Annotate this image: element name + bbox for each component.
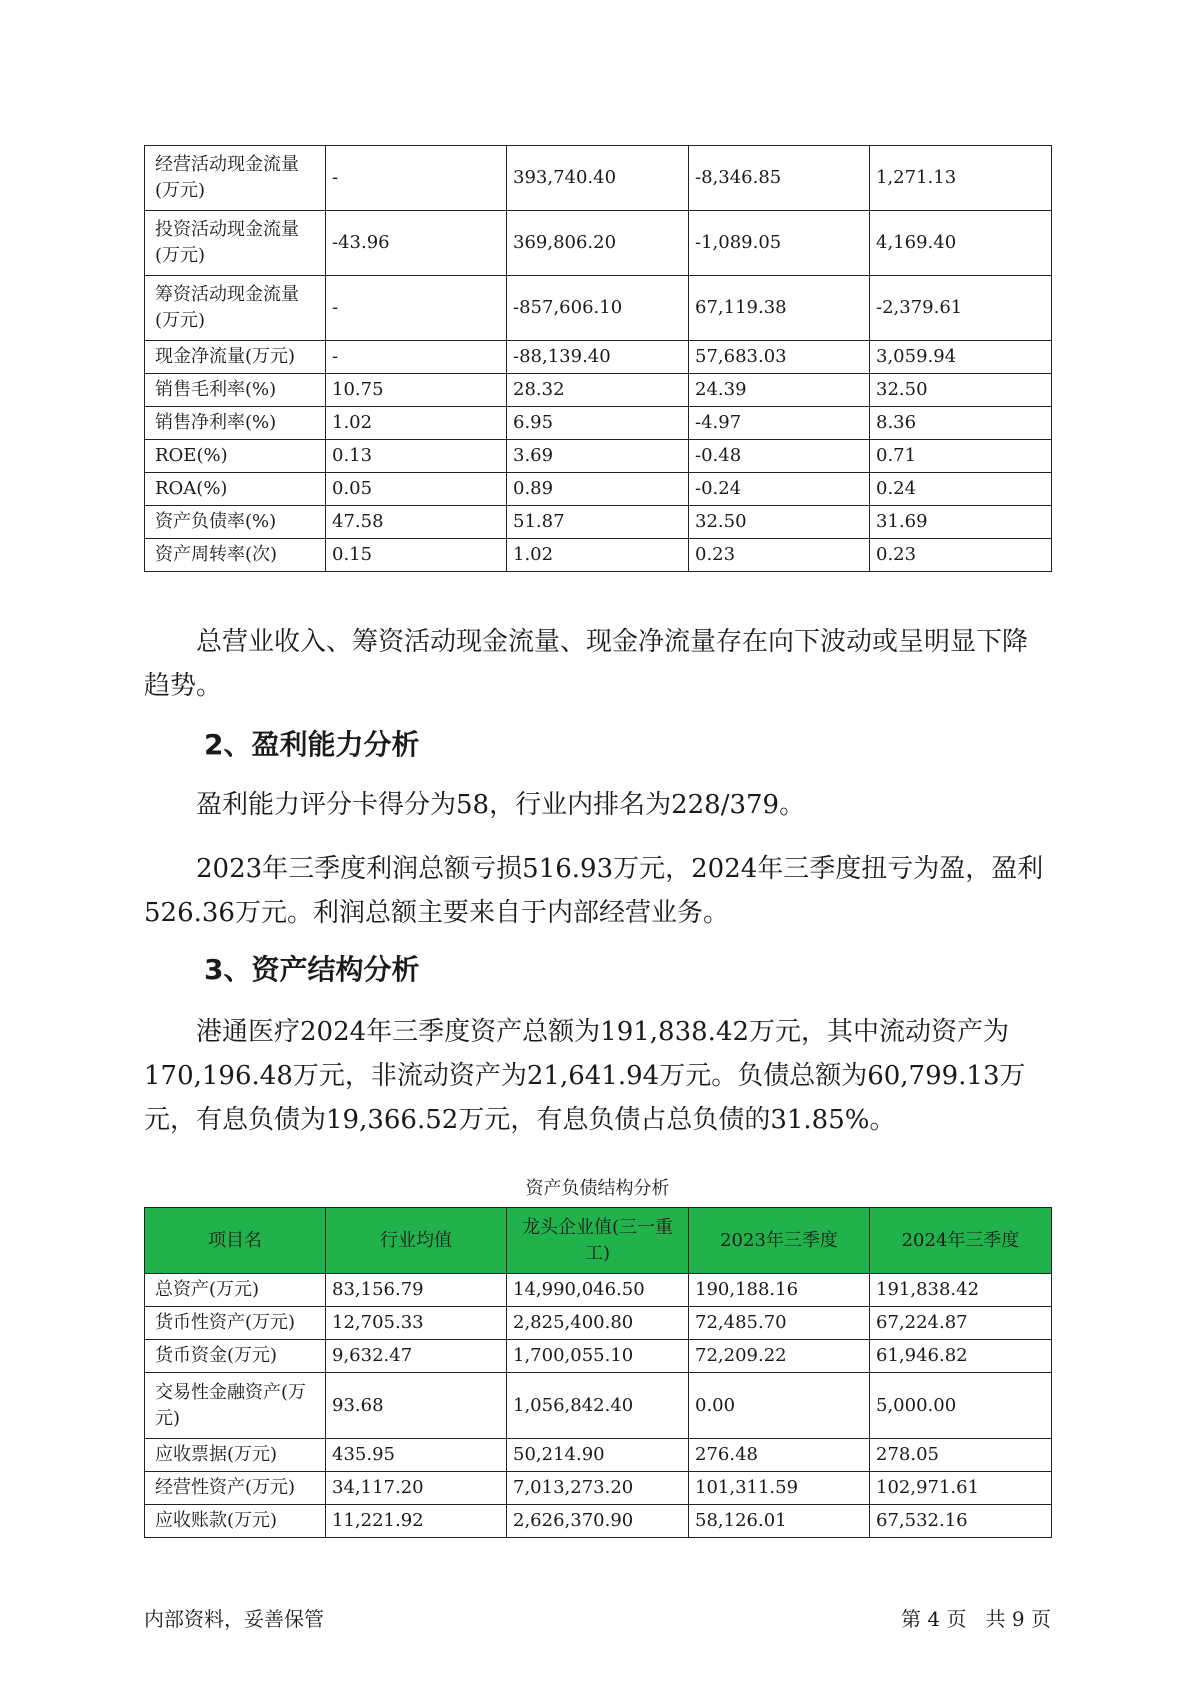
table-cell: 12,705.33 bbox=[326, 1307, 507, 1340]
table-cell: 11,221.92 bbox=[326, 1505, 507, 1538]
table-cell: 2,626,370.90 bbox=[507, 1505, 689, 1538]
table-cell: 3.69 bbox=[507, 440, 689, 473]
table-cell: 393,740.40 bbox=[507, 146, 689, 211]
table-cell: 1,271.13 bbox=[870, 146, 1052, 211]
table-cell: 278.05 bbox=[870, 1439, 1052, 1472]
table-cell: 5,000.00 bbox=[870, 1373, 1052, 1439]
row-label: 资产周转率(次) bbox=[145, 539, 326, 572]
table-cell: 83,156.79 bbox=[326, 1274, 507, 1307]
table-cell: 276.48 bbox=[689, 1439, 870, 1472]
table-cell: -857,606.10 bbox=[507, 276, 689, 341]
table-cell: 58,126.01 bbox=[689, 1505, 870, 1538]
table-cell: 0.00 bbox=[689, 1373, 870, 1439]
table-row bbox=[145, 506, 1052, 539]
table-row bbox=[145, 1307, 1052, 1340]
table-cell: - bbox=[326, 146, 507, 211]
table-row bbox=[145, 1472, 1052, 1505]
column-header: 项目名 bbox=[145, 1208, 326, 1274]
column-header: 龙头企业值(三一重工) bbox=[507, 1208, 689, 1274]
table-cell: 101,311.59 bbox=[689, 1472, 870, 1505]
table-caption: 资产负债结构分析 bbox=[525, 1178, 670, 1199]
table-row bbox=[145, 341, 1052, 374]
table-cell: 7,013,273.20 bbox=[507, 1472, 689, 1505]
row-label: 经营活动现金流量(万元) bbox=[145, 146, 326, 211]
balance-structure-table bbox=[144, 1207, 1052, 1538]
table-cell: 0.24 bbox=[870, 473, 1052, 506]
table-row bbox=[145, 146, 1052, 211]
table-cell: 9,632.47 bbox=[326, 1340, 507, 1373]
table-cell: 57,683.03 bbox=[689, 341, 870, 374]
table-cell: 28.32 bbox=[507, 374, 689, 407]
row-label: 交易性金融资产(万元) bbox=[145, 1373, 326, 1439]
profit-detail-paragraph: 2023年三季度利润总额亏损516.93万元，2024年三季度扭亏为盈，盈利526.36万元。利润总额主要来自于内部经营业务。 bbox=[144, 854, 1044, 928]
table-row bbox=[145, 211, 1052, 276]
table-row bbox=[145, 1373, 1052, 1439]
table-cell: -88,139.40 bbox=[507, 341, 689, 374]
table-row bbox=[145, 276, 1052, 341]
table-row bbox=[145, 407, 1052, 440]
column-header: 2023年三季度 bbox=[689, 1208, 870, 1274]
row-label: 应收票据(万元) bbox=[145, 1439, 326, 1472]
column-header: 行业均值 bbox=[326, 1208, 507, 1274]
table-row bbox=[145, 539, 1052, 572]
table-cell: 32.50 bbox=[689, 506, 870, 539]
table-row bbox=[145, 440, 1052, 473]
row-label: ROA(%) bbox=[145, 473, 326, 506]
table-cell: 1,700,055.10 bbox=[507, 1340, 689, 1373]
table-cell: 435.95 bbox=[326, 1439, 507, 1472]
table-cell: 50,214.90 bbox=[507, 1439, 689, 1472]
profit-score-paragraph: 盈利能力评分卡得分为58，行业内排名为228/379。 bbox=[196, 790, 806, 820]
row-label: 现金净流量(万元) bbox=[145, 341, 326, 374]
trend-paragraph: 总营业收入、筹资活动现金流量、现金净流量存在向下波动或呈明显下降趋势。 bbox=[144, 627, 1029, 701]
table-cell: 24.39 bbox=[689, 374, 870, 407]
table-cell: 10.75 bbox=[326, 374, 507, 407]
table-row bbox=[145, 1274, 1052, 1307]
table-cell: 8.36 bbox=[870, 407, 1052, 440]
table-cell: 1.02 bbox=[326, 407, 507, 440]
table-cell: 51.87 bbox=[507, 506, 689, 539]
table-cell: 67,224.87 bbox=[870, 1307, 1052, 1340]
section-heading-asset-structure: 3、资产结构分析 bbox=[204, 953, 420, 986]
table-cell: - bbox=[326, 276, 507, 341]
table-cell: 34,117.20 bbox=[326, 1472, 507, 1505]
table-cell: 47.58 bbox=[326, 506, 507, 539]
row-label: 销售毛利率(%) bbox=[145, 374, 326, 407]
row-label: 投资活动现金流量(万元) bbox=[145, 211, 326, 276]
asset-detail-paragraph: 港通医疗2024年三季度资产总额为191,838.42万元，其中流动资产为170,196.48万元，非流动资产为21,641.94万元。负债总额为60,799.13万元，有息负债为19,366.52万元，有息负债占总负债的31.85%。 bbox=[144, 1017, 1026, 1135]
table-cell: 0.15 bbox=[326, 539, 507, 572]
table-cell: 1,056,842.40 bbox=[507, 1373, 689, 1439]
table-cell: 1.02 bbox=[507, 539, 689, 572]
row-label: 经营性资产(万元) bbox=[145, 1472, 326, 1505]
table-cell: 190,188.16 bbox=[689, 1274, 870, 1307]
table-cell: 72,485.70 bbox=[689, 1307, 870, 1340]
table-cell: 67,119.38 bbox=[689, 276, 870, 341]
table-cell: 191,838.42 bbox=[870, 1274, 1052, 1307]
table-cell: 72,209.22 bbox=[689, 1340, 870, 1373]
table-cell: 93.68 bbox=[326, 1373, 507, 1439]
table-cell: 14,990,046.50 bbox=[507, 1274, 689, 1307]
table-row bbox=[145, 473, 1052, 506]
table-header-row bbox=[145, 1208, 1052, 1274]
table-cell: -0.24 bbox=[689, 473, 870, 506]
table-cell: -1,089.05 bbox=[689, 211, 870, 276]
table-cell: 67,532.16 bbox=[870, 1505, 1052, 1538]
table-cell: -0.48 bbox=[689, 440, 870, 473]
footer-confidential-note: 内部资料，妥善保管 bbox=[144, 1607, 324, 1631]
financial-indicators-table bbox=[144, 145, 1052, 572]
table-cell: 31.69 bbox=[870, 506, 1052, 539]
table-cell: 102,971.61 bbox=[870, 1472, 1052, 1505]
table-cell: -43.96 bbox=[326, 211, 507, 276]
table-cell: 2,825,400.80 bbox=[507, 1307, 689, 1340]
table-cell: 369,806.20 bbox=[507, 211, 689, 276]
column-header: 2024年三季度 bbox=[870, 1208, 1052, 1274]
table-cell: 0.13 bbox=[326, 440, 507, 473]
table-row bbox=[145, 1505, 1052, 1538]
table-cell: 0.71 bbox=[870, 440, 1052, 473]
row-label: 销售净利率(%) bbox=[145, 407, 326, 440]
table-cell: 0.89 bbox=[507, 473, 689, 506]
row-label: 货币性资产(万元) bbox=[145, 1307, 326, 1340]
footer-page-number: 第 4 页 共 9 页 bbox=[901, 1607, 1051, 1631]
table-cell: 3,059.94 bbox=[870, 341, 1052, 374]
table-cell: -2,379.61 bbox=[870, 276, 1052, 341]
table-cell: 32.50 bbox=[870, 374, 1052, 407]
table-cell: -4.97 bbox=[689, 407, 870, 440]
table-cell: 0.23 bbox=[870, 539, 1052, 572]
section-heading-profitability: 2、盈利能力分析 bbox=[204, 728, 420, 761]
table-cell: 4,169.40 bbox=[870, 211, 1052, 276]
row-label: ROE(%) bbox=[145, 440, 326, 473]
table-row bbox=[145, 374, 1052, 407]
table-cell: 0.05 bbox=[326, 473, 507, 506]
table-cell: -8,346.85 bbox=[689, 146, 870, 211]
table-cell: - bbox=[326, 341, 507, 374]
table-cell: 6.95 bbox=[507, 407, 689, 440]
table-row bbox=[145, 1340, 1052, 1373]
row-label: 应收账款(万元) bbox=[145, 1505, 326, 1538]
row-label: 资产负债率(%) bbox=[145, 506, 326, 539]
row-label: 筹资活动现金流量(万元) bbox=[145, 276, 326, 341]
table-row bbox=[145, 1439, 1052, 1472]
row-label: 总资产(万元) bbox=[145, 1274, 326, 1307]
row-label: 货币资金(万元) bbox=[145, 1340, 326, 1373]
table-cell: 61,946.82 bbox=[870, 1340, 1052, 1373]
table-cell: 0.23 bbox=[689, 539, 870, 572]
